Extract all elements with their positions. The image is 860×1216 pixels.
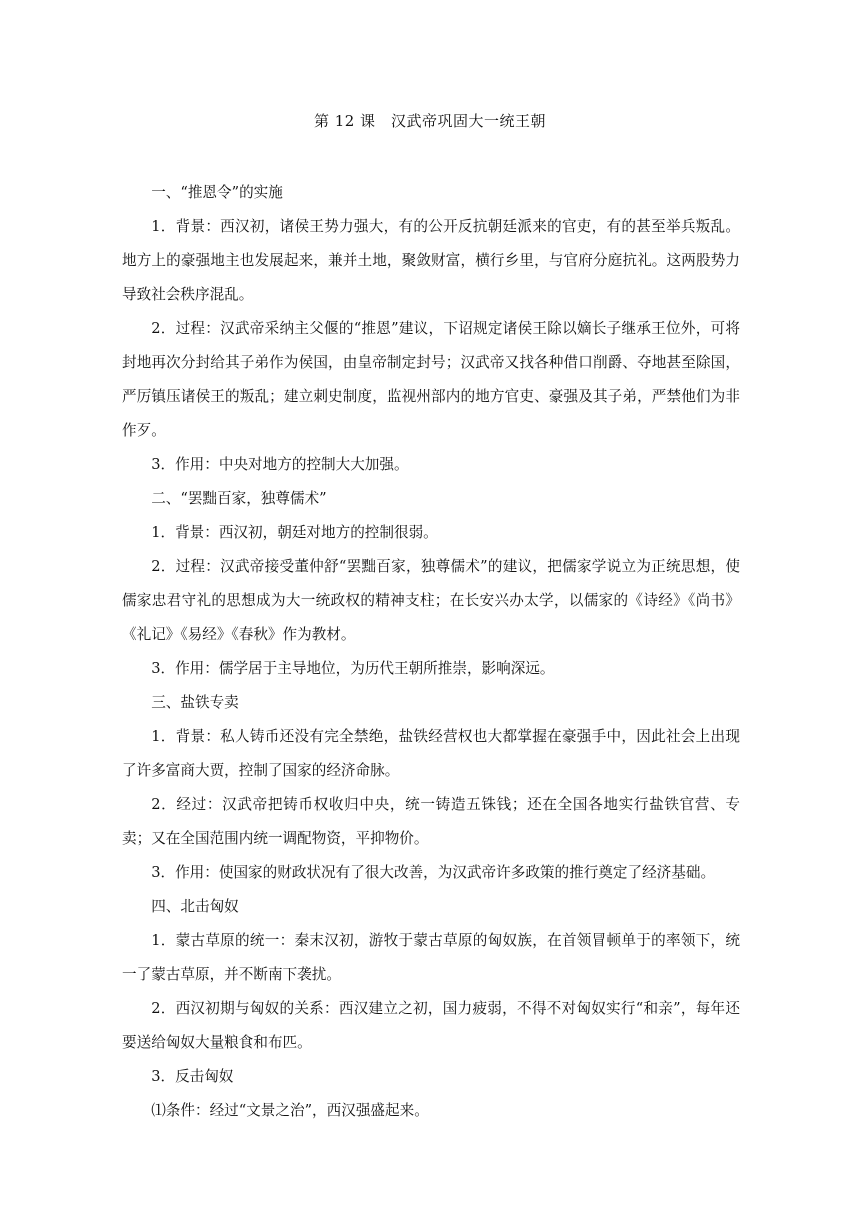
paragraph: 3．作用：使国家的财政状况有了很大改善，为汉武帝许多政策的推行奠定了经济基础。 — [151, 864, 716, 881]
section-heading-1: 一、“推恩令”的实施 — [151, 184, 283, 201]
section-heading-4: 四、北击匈奴 — [151, 898, 239, 915]
paragraph: 3．作用：中央对地方的控制大大加强。 — [151, 456, 409, 473]
paragraph: 3．反击匈奴 — [151, 1068, 234, 1085]
paragraph: 2．经过：汉武帝把铸币权收归中央，统一铸造五铢钱；还在全国各地实行盐铁官营、专卖；又在全国范围内统一调配物资，平抑物价。 — [122, 796, 740, 847]
paragraph: 1．背景：私人铸币还没有完全禁绝，盐铁经营权也大都掌握在豪强手中，因此社会上出现了许多富商大贾，控制了国家的经济命脉。 — [122, 728, 740, 779]
section-heading-2: 二、“罢黜百家，独尊儒术” — [151, 490, 327, 507]
paragraph: ⑴条件：经过“文景之治”，西汉强盛起来。 — [151, 1102, 429, 1119]
paragraph: 2．过程：汉武帝采纳主父偃的“推恩”建议，下诏规定诸侯王除以嫡长子继承王位外，可将封地再次分封给其子弟作为侯国，由皇帝制定封号；汉武帝又找各种借口削爵、夺地甚至除国，严厉镇压诸侯王的叛乱；建立刺史制度，监视州部内的地方官吏、豪强及其子弟，严禁他们为非作歹。 — [122, 320, 740, 439]
document-body — [122, 176, 740, 1128]
section-heading-3: 三、盐铁专卖 — [151, 694, 239, 711]
paragraph: 1．背景：西汉初，诸侯王势力强大，有的公开反抗朝廷派来的官吏，有的甚至举兵叛乱。地方上的豪强地主也发展起来，兼并土地，聚敛财富，横行乡里，与官府分庭抗礼。这两股势力导致社会秩序混乱。 — [122, 218, 740, 303]
paragraph: 2．过程：汉武帝接受董仲舒“罢黜百家，独尊儒术”的建议，把儒家学说立为正统思想，使儒家忠君守礼的思想成为大一统政权的精神支柱；在长安兴办太学，以儒家的《诗经》《尚书》《礼记》《易经》《春秋》作为教材。 — [122, 558, 740, 643]
paragraph: 3．作用：儒学居于主导地位，为历代王朝所推崇，影响深远。 — [151, 660, 555, 677]
paragraph: 2．西汉初期与匈奴的关系：西汉建立之初，国力疲弱，不得不对匈奴实行“和亲”，每年还要送给匈奴大量粮食和布匹。 — [122, 1000, 740, 1051]
paragraph: 1．蒙古草原的统一：秦末汉初，游牧于蒙古草原的匈奴族，在首领冒顿单于的率领下，统一了蒙古草原，并不断南下袭扰。 — [122, 932, 740, 983]
lesson-title: 第 12 课 汉武帝巩固大一统王朝 — [313, 112, 547, 130]
paragraph: 1．背景：西汉初，朝廷对地方的控制很弱。 — [151, 524, 438, 541]
